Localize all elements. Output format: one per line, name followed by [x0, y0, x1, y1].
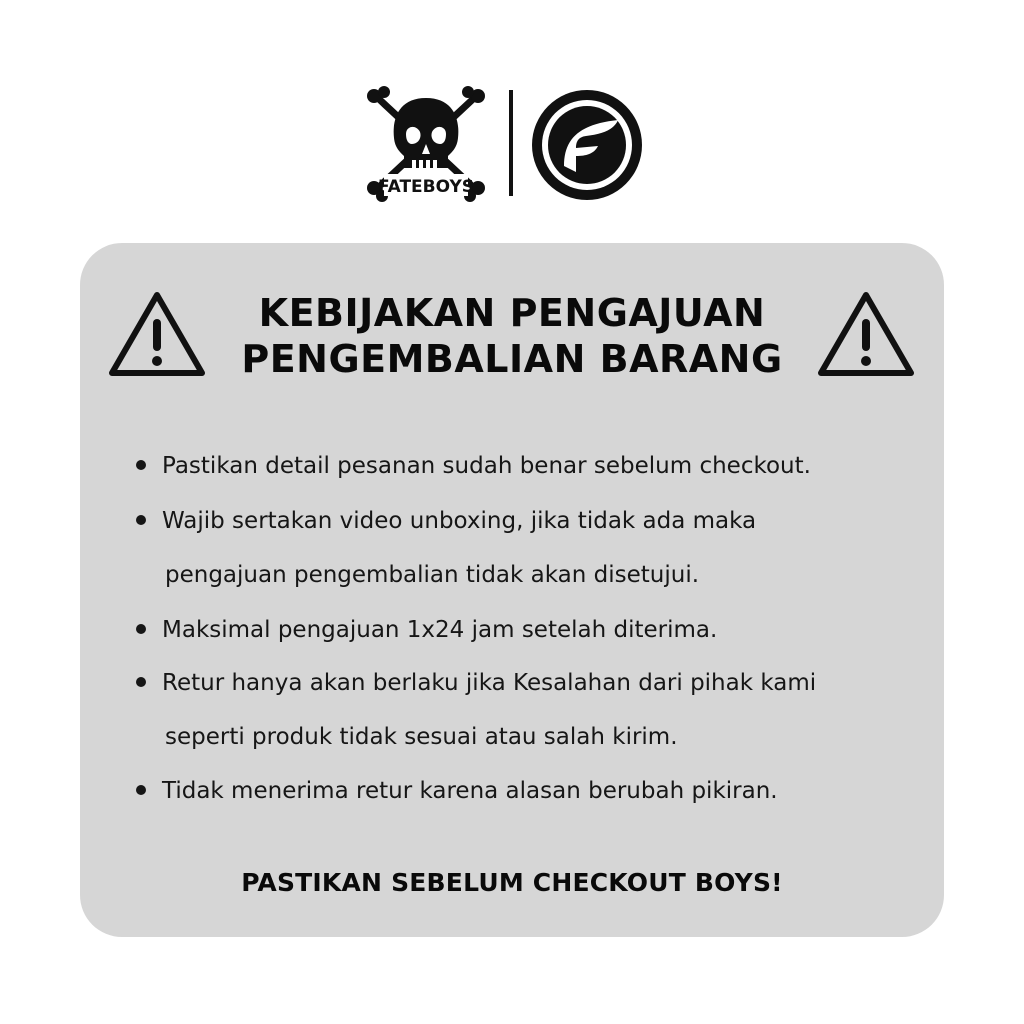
- list-item: Wajib sertakan video unboxing, jika tidak ada maka: [162, 508, 757, 534]
- list-item: Retur hanya akan berlaku jika Kesalahan dari pihak kami: [162, 670, 817, 696]
- page-title: [210, 290, 814, 382]
- footer-callout: PASTIKAN SEBELUM CHECKOUT BOYS!: [241, 868, 783, 897]
- title-line-1: KEBIJAKAN PENGAJUAN: [258, 291, 766, 335]
- brand-header: [0, 80, 1024, 210]
- list-item: Tidak menerima retur karena alasan berubah pikiran.: [162, 778, 778, 804]
- warning-triangle-icon: [107, 289, 207, 381]
- list-item: Pastikan detail pesanan sudah benar sebelum checkout.: [162, 453, 811, 479]
- skull-crossbones-logo-icon: [362, 86, 490, 202]
- warning-triangle-icon: [816, 289, 916, 381]
- list-item-continuation: pengajuan pengembalian tidak akan disetujui.: [165, 562, 700, 588]
- list-item: Maksimal pengajuan 1x24 jam setelah diterima.: [162, 617, 718, 643]
- list-item-continuation: seperti produk tidak sesuai atau salah kirim.: [165, 724, 678, 750]
- logo-text: FATEBOYS: [377, 177, 475, 197]
- circle-f-logo-icon: [528, 86, 646, 204]
- logo-divider: [509, 90, 513, 196]
- title-line-2: PENGEMBALIAN BARANG: [241, 337, 783, 381]
